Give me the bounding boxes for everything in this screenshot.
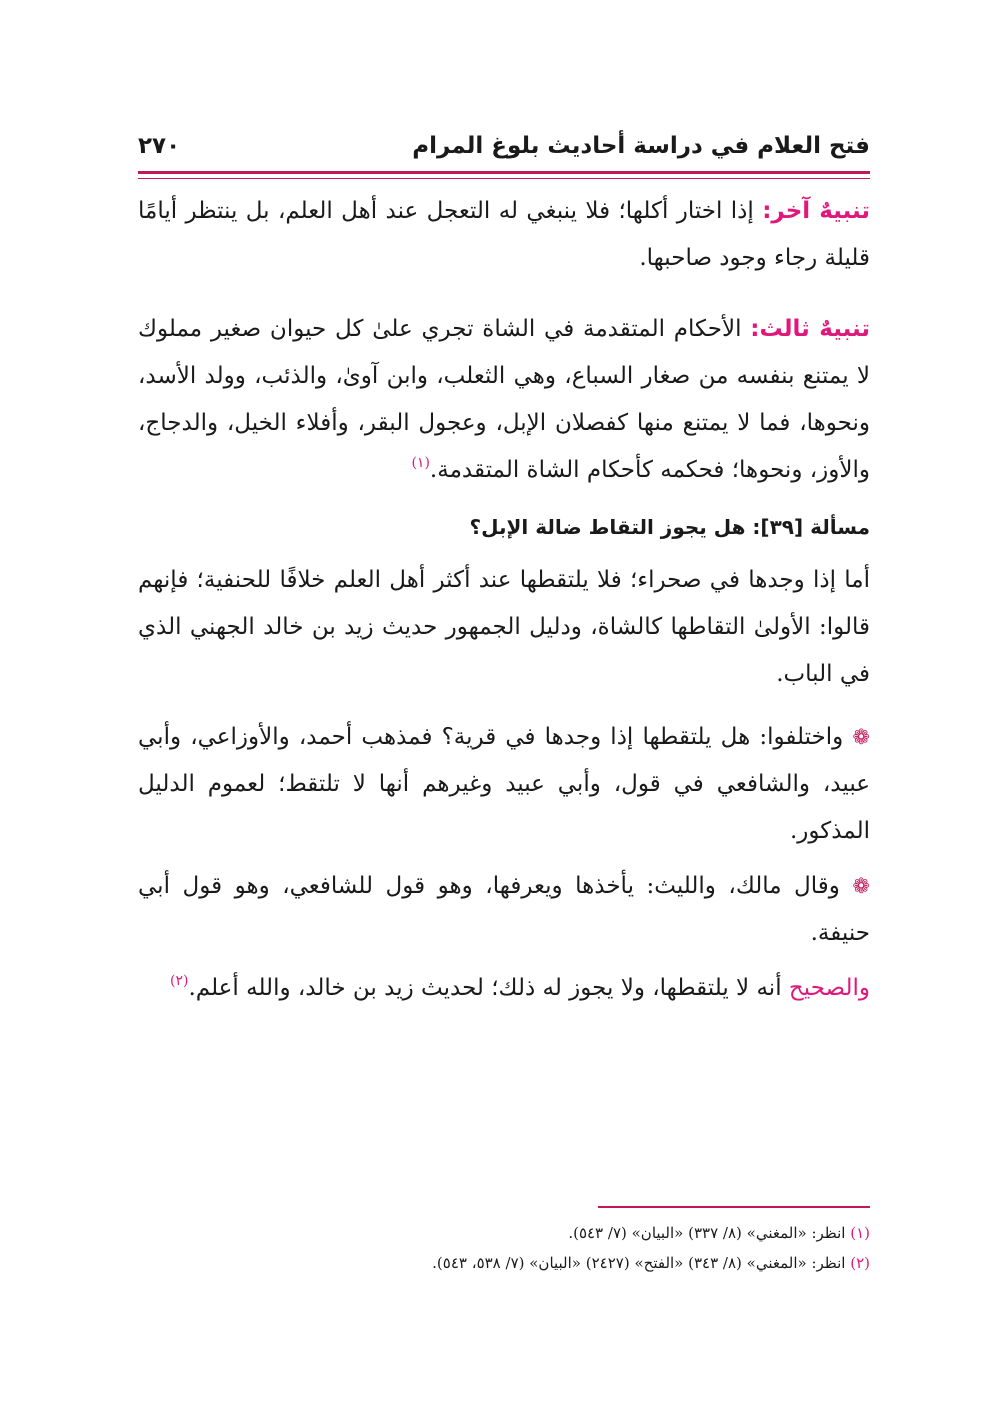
header-rule-thin [138,178,870,179]
note-third-text: الأحكام المتقدمة في الشاة تجري علىٰ كل حيوان صغير مملوك لا يمتنع بنفسه من صغار السباع، وهي الثعلب، وابن آوىٰ، والذئب، وولد الأسد، ونحوها، فما لا يمتنع منها كفصلان الإبل، وعجول البقر، وأفلاء الخيل، والدجاج، والأوز، ونحوها؛ فحكمه كأحكام الشاة المتقدمة. [138,316,870,483]
header-rule-thick [138,171,870,174]
footnote-text: انظر: «المغني» (٨/ ٣٤٣) «الفتح» (٢٤٢٧) «البيان» (٧/ ٥٣٨، ٥٤٣). [432,1254,851,1272]
issue-heading: مسألة [٣٩]: هل يجوز التقاط ضالة الإبل؟ [469,515,870,539]
conclusion [138,965,870,1015]
bullet-malik [138,863,870,957]
running-header [138,128,870,164]
conclusion-text: أنه لا يلتقطها، ولا يجوز له ذلك؛ لحديث زيد بن خالد، والله أعلم. [188,975,789,1001]
page-body [138,188,870,1015]
para-desert: أما إذا وجدها في صحراء؛ فلا يلتقطها عند أكثر أهل العلم خلافًا للحنفية؛ فإنهم قالوا: الأولىٰ التقاطها كالشاة، ودليل الجمهور حديث زيد بن خالد الجهني الذي في الباب. [138,567,870,687]
footnote-item [138,1248,870,1278]
footnote-divider [598,1206,870,1208]
footnote-ref-1[interactable]: (١) [411,455,430,471]
footnote-item [138,1218,870,1248]
note-another-text: إذا اختار أكلها؛ فلا ينبغي له التعجل عند أهل العلم، بل ينتظر أيامًا قليلة رجاء وجود صاحبها. [138,198,870,271]
conclusion-label: والصحيح [788,975,870,1001]
note-third [138,306,870,497]
note-another [138,188,870,282]
flower-icon: ❁ [852,874,870,898]
page-number: ٢٧٠ [138,133,181,159]
flower-icon: ❁ [852,725,870,749]
header-title: فتح العلام في دراسة أحاديث بلوغ المرام [412,133,870,159]
note-another-label: تنبيهٌ آخر: [762,198,870,224]
footnote-text: انظر: «المغني» (٨/ ٣٣٧) «البيان» (٧/ ٥٤٣). [568,1224,851,1242]
footnotes [138,1218,870,1278]
footnote-number: (١) [850,1224,870,1242]
bullet-village-text: واختلفوا: هل يلتقطها إذا وجدها في قرية؟ فمذهب أحمد، والأوزاعي، وأبي عبيد، والشافعي في قول، وأبي عبيد وغيرهم أنها لا تلتقط؛ لعموم الدليل المذكور. [138,724,870,844]
footnote-number: (٢) [850,1254,870,1272]
note-third-label: تنبيهٌ ثالث: [750,316,870,342]
footnote-ref-2[interactable]: (٢) [169,973,189,989]
bullet-village [138,714,870,855]
bullet-malik-text: وقال مالك، والليث: يأخذها ويعرفها، وهو قول للشافعي، وهو قول أبي حنيفة. [138,873,870,946]
